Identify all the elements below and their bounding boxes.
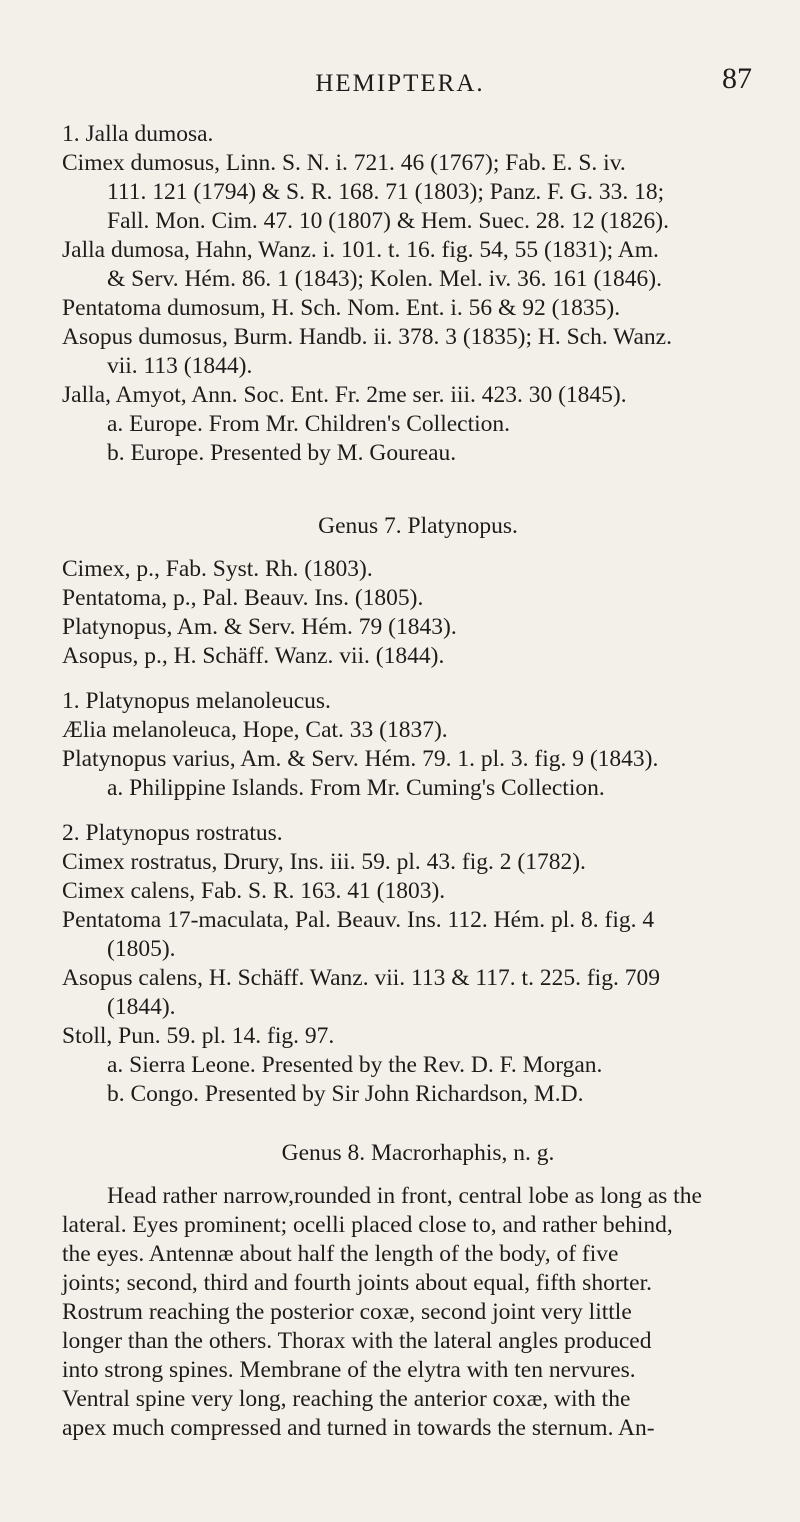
- specimen-line: b. Congo. Presented by Sir John Richardson, M.D.: [107, 1081, 584, 1107]
- description-line: Head rather narrow,rounded in front, central lobe as long as the: [107, 1183, 702, 1209]
- page-body: [62, 120, 774, 1443]
- synonym-line: Platynopus, Am. & Serv. Hém. 79 (1843).: [62, 614, 457, 640]
- synonym-line: 111. 121 (1794) & S. R. 168. 71 (1803); Panz. F. G. 33. 18;: [107, 179, 665, 205]
- synonym-line: Platynopus varius, Am. & Serv. Hém. 79. 1. pl. 3. fig. 9 (1843).: [62, 746, 659, 772]
- description-line: apex much compressed and turned in towards the sternum. An-: [62, 1415, 655, 1441]
- specimen-line: b. Europe. Presented by M. Goureau.: [107, 440, 457, 466]
- description-line: Ventral spine very long, reaching the anterior coxæ, with the: [62, 1386, 631, 1412]
- synonym-line: Asopus, p., H. Schäff. Wanz. vii. (1844).: [62, 643, 445, 669]
- synonym-line: Asopus calens, H. Schäff. Wanz. vii. 113 & 117. t. 225. fig. 709: [62, 965, 660, 991]
- genus-heading: Genus 8. Macrorhaphis, n. g.: [281, 1140, 555, 1166]
- specimen-line: a. Europe. From Mr. Children's Collection.: [107, 411, 511, 437]
- synonym-line: & Serv. Hém. 86. 1 (1843); Kolen. Mel. iv. 36. 161 (1846).: [107, 266, 663, 292]
- page-number: 87: [722, 62, 752, 95]
- specimen-line: a. Sierra Leone. Presented by the Rev. D. F. Morgan.: [107, 1052, 603, 1078]
- synonym-line: Cimex rostratus, Drury, Ins. iii. 59. pl. 43. fig. 2 (1782).: [62, 849, 586, 875]
- description-line: the eyes. Antennæ about half the length of the body, of five: [62, 1241, 619, 1267]
- synonym-line: Pentatoma dumosum, H. Sch. Nom. Ent. i. 56 & 92 (1835).: [62, 295, 621, 321]
- description-line: lateral. Eyes prominent; ocelli placed close to, and rather behind,: [62, 1212, 673, 1238]
- running-title: HEMIPTERA.: [315, 70, 485, 97]
- synonym-line: Cimex dumosus, Linn. S. N. i. 721. 46 (1767); Fab. E. S. iv.: [62, 150, 626, 176]
- synonym-line: Cimex calens, Fab. S. R. 163. 41 (1803).: [62, 878, 446, 904]
- species-heading: 2. Platynopus rostratus.: [62, 820, 283, 846]
- specimen-line: a. Philippine Islands. From Mr. Cuming's Collection.: [107, 775, 605, 801]
- synonym-line: Cimex, p., Fab. Syst. Rh. (1803).: [62, 556, 373, 582]
- synonym-line: Jalla dumosa, Hahn, Wanz. i. 101. t. 16. fig. 54, 55 (1831); Am.: [62, 237, 659, 263]
- species-heading: 1. Platynopus melanoleucus.: [62, 688, 331, 714]
- synonym-line: vii. 113 (1844).: [107, 353, 253, 379]
- synonym-line: Asopus dumosus, Burm. Handb. ii. 378. 3 (1835); H. Sch. Wanz.: [62, 324, 672, 350]
- description-line: Rostrum reaching the posterior coxæ, second joint very little: [62, 1299, 632, 1325]
- description-line: longer than the others. Thorax with the lateral angles produced: [62, 1328, 652, 1354]
- synonym-line: Fall. Mon. Cim. 47. 10 (1807) & Hem. Suec. 28. 12 (1826).: [107, 208, 670, 234]
- description-line: into strong spines. Membrane of the elytra with ten nervures.: [62, 1357, 636, 1383]
- synonym-line: (1844).: [107, 994, 176, 1020]
- species-heading: 1. Jalla dumosa.: [62, 121, 214, 147]
- synonym-line: Pentatoma 17-maculata, Pal. Beauv. Ins. 112. Hém. pl. 8. fig. 4: [62, 907, 655, 933]
- synonym-line: Pentatoma, p., Pal. Beauv. Ins. (1805).: [62, 585, 424, 611]
- synonym-line: Ælia melanoleuca, Hope, Cat. 33 (1837).: [62, 717, 448, 743]
- synonym-line: Jalla, Amyot, Ann. Soc. Ent. Fr. 2me ser. iii. 423. 30 (1845).: [62, 382, 627, 408]
- genus-heading: Genus 7. Platynopus.: [318, 513, 518, 539]
- description-line: joints; second, third and fourth joints about equal, fifth shorter.: [62, 1270, 653, 1296]
- synonym-line: (1805).: [107, 936, 176, 962]
- synonym-line: Stoll, Pun. 59. pl. 14. fig. 97.: [62, 1023, 335, 1049]
